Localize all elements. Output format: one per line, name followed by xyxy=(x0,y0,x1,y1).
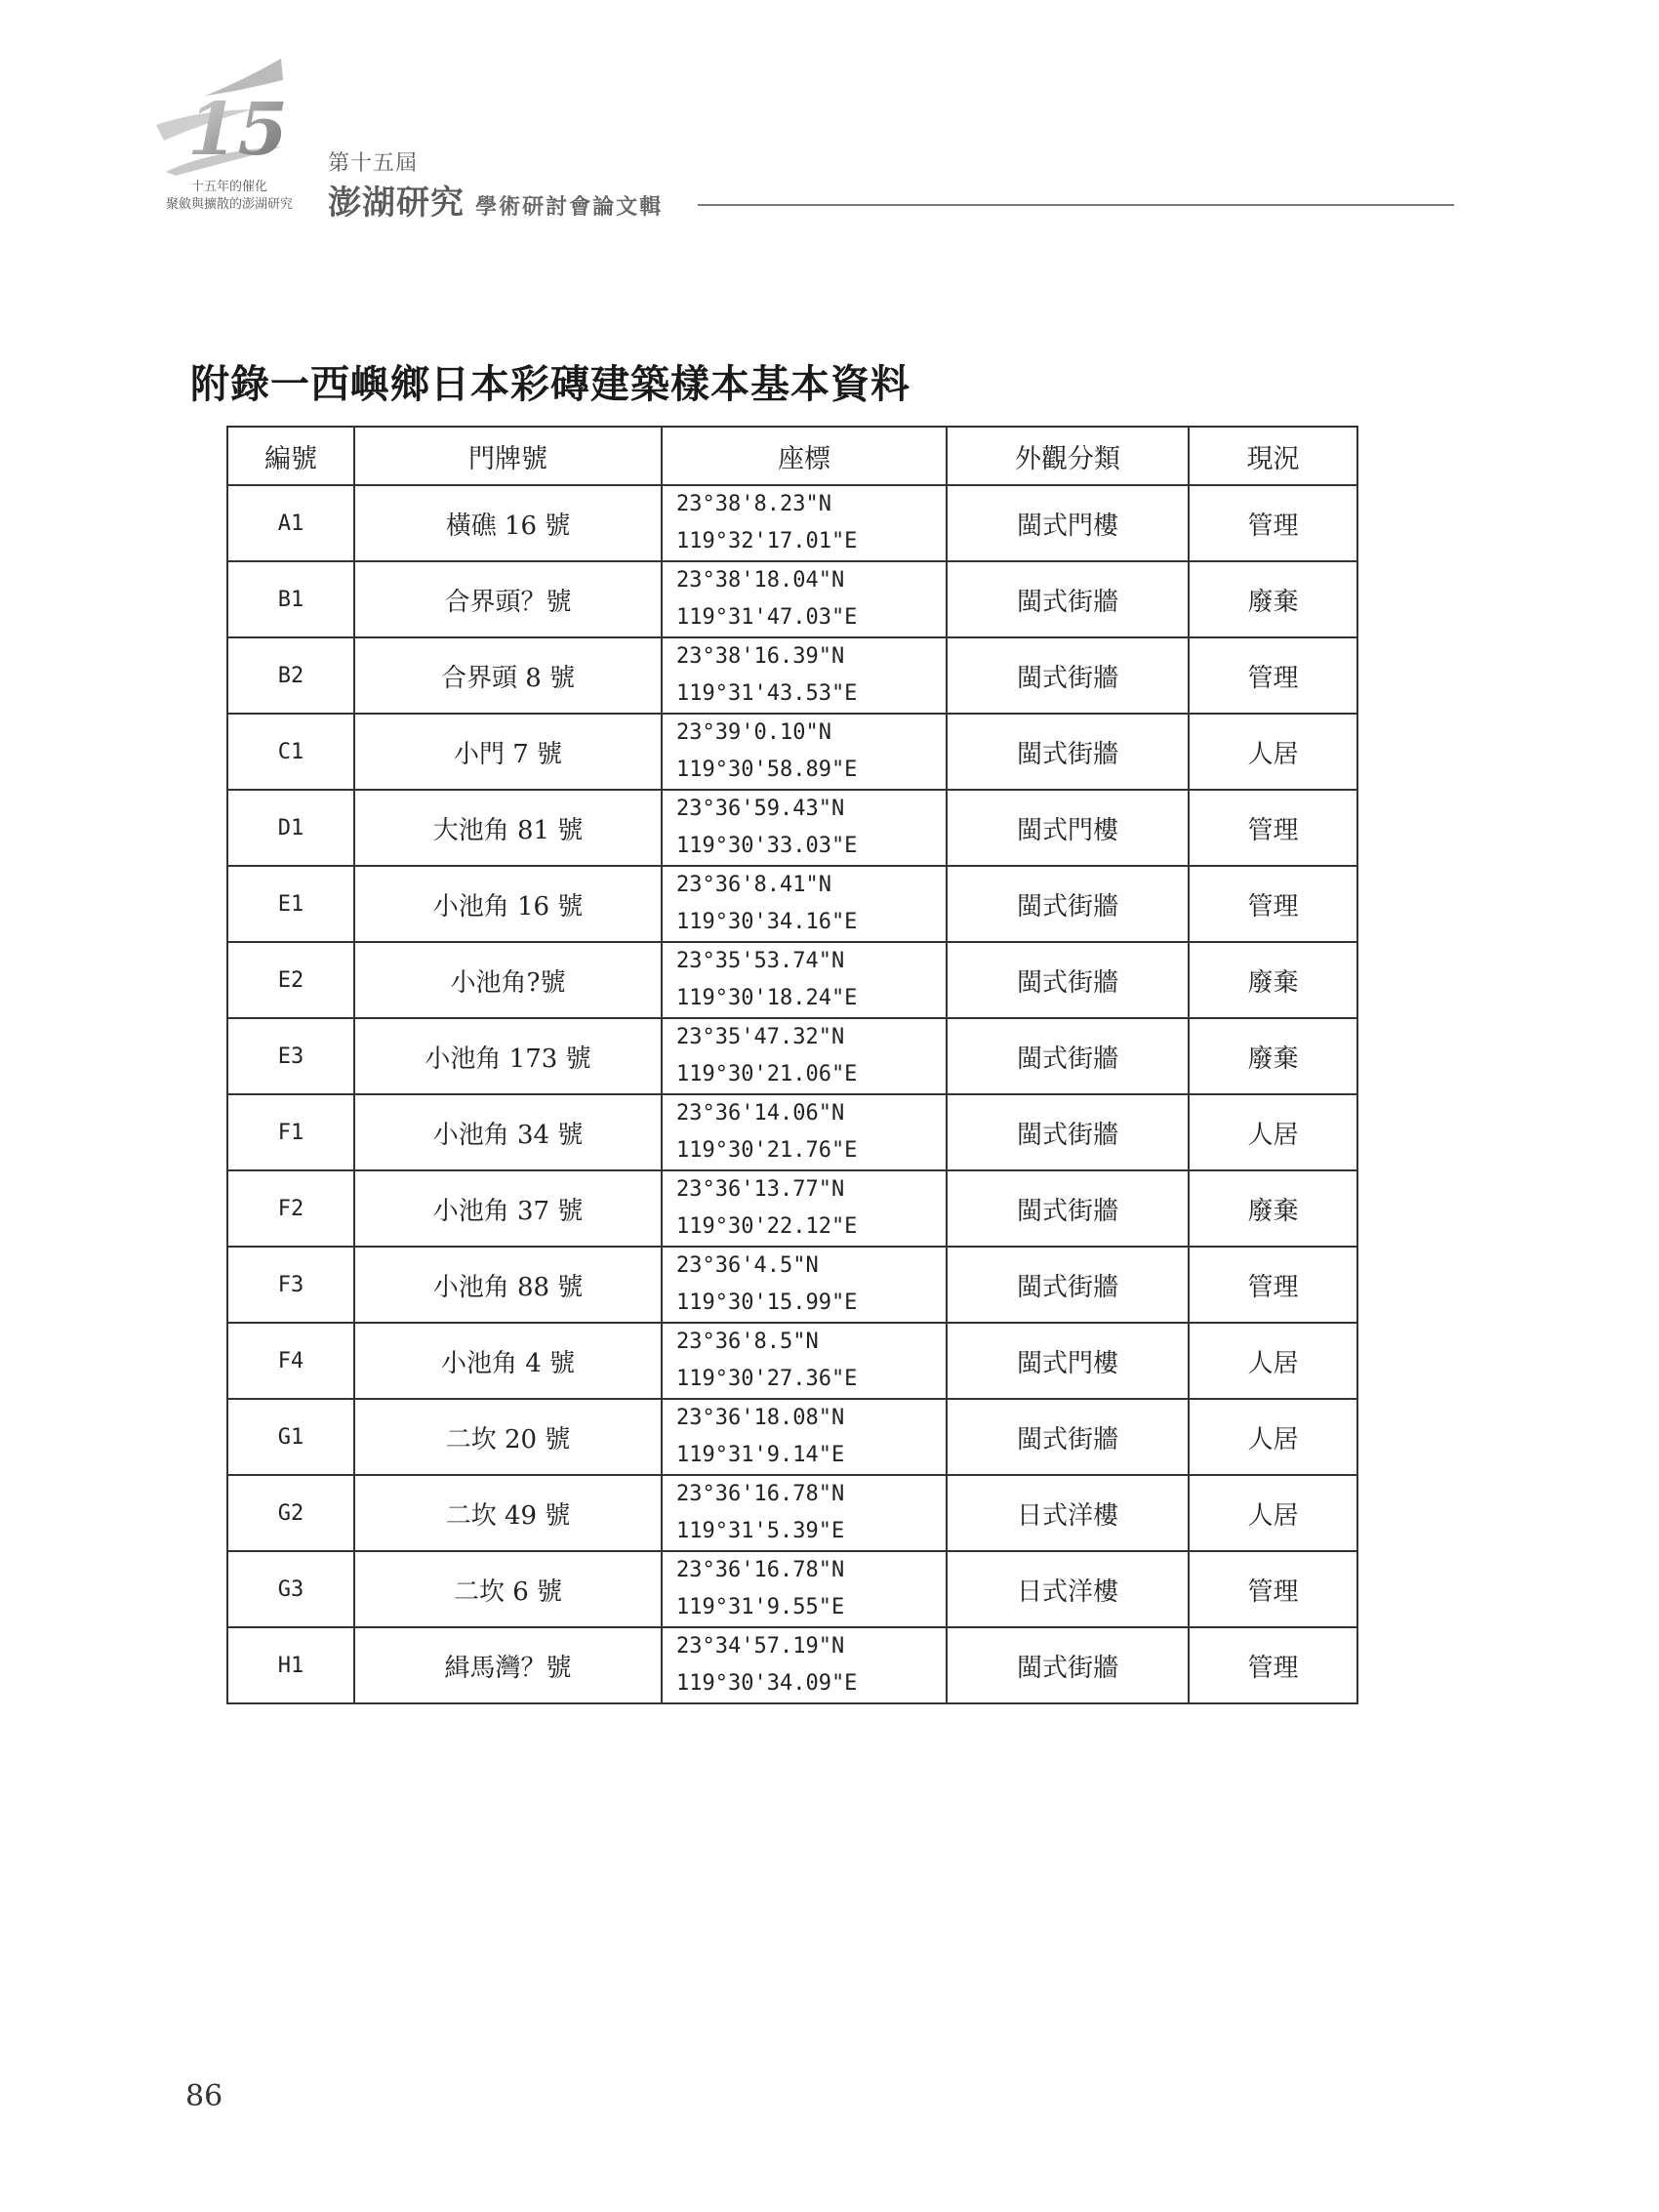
coordinate-longitude: 119°31'47.03"E xyxy=(676,605,858,630)
table-row xyxy=(227,1475,1357,1551)
coordinate-latitude: 23°38'8.23"N xyxy=(676,492,831,516)
coordinate-longitude: 119°30'34.09"E xyxy=(676,1671,858,1696)
cell-id: E3 xyxy=(227,1018,354,1094)
svg-text:15: 15 xyxy=(187,88,288,172)
cell-id: F2 xyxy=(227,1170,354,1247)
coordinate-latitude: 23°36'14.06"N xyxy=(676,1101,845,1126)
cell-coordinates xyxy=(662,714,947,790)
table-header-row xyxy=(227,427,1357,485)
table-row xyxy=(227,942,1357,1018)
page-number: 86 xyxy=(185,2079,223,2113)
conference-logo xyxy=(137,57,322,179)
cell-appearance-type: 日式洋樓 xyxy=(947,1551,1189,1627)
cell-status: 管理 xyxy=(1189,790,1357,866)
coordinate-latitude: 23°38'16.39"N xyxy=(676,644,845,669)
cell-id: B1 xyxy=(227,561,354,637)
coordinate-longitude: 119°30'15.99"E xyxy=(676,1290,858,1315)
cell-coordinates xyxy=(662,790,947,866)
coordinate-latitude: 23°36'13.77"N xyxy=(676,1177,845,1202)
cell-appearance-type: 日式洋樓 xyxy=(947,1475,1189,1551)
coordinate-longitude: 119°30'34.16"E xyxy=(676,910,858,934)
cell-coordinates xyxy=(662,561,947,637)
logo-mark-15 xyxy=(137,57,322,179)
cell-address: 小池角 16 號 xyxy=(354,866,662,942)
cell-appearance-type: 閩式街牆 xyxy=(947,866,1189,942)
cell-appearance-type: 閩式街牆 xyxy=(947,561,1189,637)
cell-coordinates xyxy=(662,1551,947,1627)
coordinate-latitude: 23°36'4.5"N xyxy=(676,1253,819,1278)
coordinate-latitude: 23°36'16.78"N xyxy=(676,1482,845,1506)
table-row xyxy=(227,561,1357,637)
column-header-appearance-type: 外觀分類 xyxy=(947,427,1189,485)
cell-appearance-type: 閩式街牆 xyxy=(947,1094,1189,1170)
cell-address: 橫礁 16 號 xyxy=(354,485,662,561)
series-title-main: 澎湖研究 xyxy=(328,184,465,223)
cell-address: 小池角?號 xyxy=(354,942,662,1018)
page-header xyxy=(137,57,1464,223)
table-row xyxy=(227,790,1357,866)
cell-appearance-type: 閩式街牆 xyxy=(947,1399,1189,1475)
cell-id: G2 xyxy=(227,1475,354,1551)
cell-address: 小池角 4 號 xyxy=(354,1323,662,1399)
coordinate-latitude: 23°35'53.74"N xyxy=(676,949,845,973)
sample-data-table xyxy=(226,426,1358,1704)
coordinate-longitude: 119°30'27.36"E xyxy=(676,1367,858,1391)
cell-status: 廢棄 xyxy=(1189,1170,1357,1247)
cell-appearance-type: 閩式街牆 xyxy=(947,1627,1189,1703)
cell-coordinates xyxy=(662,866,947,942)
cell-status: 人居 xyxy=(1189,1323,1357,1399)
cell-coordinates xyxy=(662,1475,947,1551)
cell-coordinates xyxy=(662,1627,947,1703)
cell-coordinates xyxy=(662,1399,947,1475)
cell-address: 二坎 6 號 xyxy=(354,1551,662,1627)
coordinate-longitude: 119°32'17.01"E xyxy=(676,529,858,553)
cell-address: 二坎 20 號 xyxy=(354,1399,662,1475)
coordinate-latitude: 23°34'57.19"N xyxy=(676,1634,845,1659)
coordinate-latitude: 23°38'18.04"N xyxy=(676,568,845,593)
cell-address: 合界頭？號 xyxy=(354,561,662,637)
cell-address: 小池角 173 號 xyxy=(354,1018,662,1094)
coordinate-longitude: 119°30'18.24"E xyxy=(676,986,858,1010)
cell-id: E2 xyxy=(227,942,354,1018)
table-row xyxy=(227,485,1357,561)
table-row xyxy=(227,1323,1357,1399)
cell-status: 廢棄 xyxy=(1189,1018,1357,1094)
coordinate-longitude: 119°30'22.12"E xyxy=(676,1214,858,1239)
table-row xyxy=(227,637,1357,714)
cell-appearance-type: 閩式街牆 xyxy=(947,1170,1189,1247)
coordinate-latitude: 23°35'47.32"N xyxy=(676,1025,845,1049)
coordinate-latitude: 23°36'8.5"N xyxy=(676,1330,819,1354)
cell-address: 小池角 37 號 xyxy=(354,1170,662,1247)
cell-status: 人居 xyxy=(1189,714,1357,790)
cell-address: 二坎 49 號 xyxy=(354,1475,662,1551)
coordinate-latitude: 23°36'59.43"N xyxy=(676,797,845,821)
cell-id: C1 xyxy=(227,714,354,790)
cell-id: F4 xyxy=(227,1323,354,1399)
table-row xyxy=(227,1247,1357,1323)
cell-coordinates xyxy=(662,485,947,561)
cell-id: G1 xyxy=(227,1399,354,1475)
edition-label: 第十五屆 xyxy=(328,151,419,176)
cell-appearance-type: 閩式街牆 xyxy=(947,637,1189,714)
cell-id: E1 xyxy=(227,866,354,942)
cell-status: 管理 xyxy=(1189,637,1357,714)
column-header-status: 現況 xyxy=(1189,427,1357,485)
cell-status: 管理 xyxy=(1189,485,1357,561)
cell-appearance-type: 閩式街牆 xyxy=(947,942,1189,1018)
cell-coordinates xyxy=(662,1323,947,1399)
cell-appearance-type: 閩式門樓 xyxy=(947,485,1189,561)
column-header-id: 編號 xyxy=(227,427,354,485)
cell-status: 人居 xyxy=(1189,1094,1357,1170)
coordinate-longitude: 119°31'9.14"E xyxy=(676,1443,845,1467)
cell-appearance-type: 閩式街牆 xyxy=(947,714,1189,790)
cell-appearance-type: 閩式街牆 xyxy=(947,1247,1189,1323)
coordinate-latitude: 23°36'16.78"N xyxy=(676,1558,845,1582)
cell-address: 緝馬灣？號 xyxy=(354,1627,662,1703)
cell-coordinates xyxy=(662,1247,947,1323)
series-title-sub: 學術研討會論文輯 xyxy=(475,194,664,220)
cell-id: A1 xyxy=(227,485,354,561)
table-row xyxy=(227,1551,1357,1627)
logo-subtitle-2: 聚斂與擴散的澎湖研究 xyxy=(165,197,293,212)
cell-status: 人居 xyxy=(1189,1399,1357,1475)
cell-address: 小池角 88 號 xyxy=(354,1247,662,1323)
logo-subtitle-1: 十五年的催化 xyxy=(190,180,267,194)
cell-address: 小門 7 號 xyxy=(354,714,662,790)
cell-status: 廢棄 xyxy=(1189,561,1357,637)
cell-coordinates xyxy=(662,637,947,714)
cell-id: D1 xyxy=(227,790,354,866)
table-row xyxy=(227,866,1357,942)
coordinate-longitude: 119°31'9.55"E xyxy=(676,1595,845,1619)
coordinate-longitude: 119°30'21.76"E xyxy=(676,1138,858,1163)
cell-coordinates xyxy=(662,942,947,1018)
coordinate-longitude: 119°30'21.06"E xyxy=(676,1062,858,1086)
cell-status: 管理 xyxy=(1189,866,1357,942)
cell-coordinates xyxy=(662,1018,947,1094)
coordinate-longitude: 119°31'43.53"E xyxy=(676,681,858,706)
appendix-title: 附錄一西嶼鄉日本彩磚建築樣本基本資料 xyxy=(190,361,910,407)
cell-status: 管理 xyxy=(1189,1247,1357,1323)
table-row xyxy=(227,1170,1357,1247)
cell-coordinates xyxy=(662,1094,947,1170)
cell-status: 管理 xyxy=(1189,1627,1357,1703)
cell-appearance-type: 閩式門樓 xyxy=(947,790,1189,866)
coordinate-latitude: 23°36'18.08"N xyxy=(676,1406,845,1430)
coordinate-longitude: 119°30'33.03"E xyxy=(676,834,858,858)
cell-id: F1 xyxy=(227,1094,354,1170)
table-row xyxy=(227,714,1357,790)
header-divider xyxy=(698,204,1454,206)
coordinate-latitude: 23°39'0.10"N xyxy=(676,720,831,745)
cell-address: 大池角 81 號 xyxy=(354,790,662,866)
cell-status: 人居 xyxy=(1189,1475,1357,1551)
table-row xyxy=(227,1094,1357,1170)
cell-id: F3 xyxy=(227,1247,354,1323)
cell-id: B2 xyxy=(227,637,354,714)
table-row xyxy=(227,1627,1357,1703)
coordinate-latitude: 23°36'8.41"N xyxy=(676,873,831,897)
cell-address: 小池角 34 號 xyxy=(354,1094,662,1170)
cell-status: 管理 xyxy=(1189,1551,1357,1627)
table-row xyxy=(227,1399,1357,1475)
cell-appearance-type: 閩式門樓 xyxy=(947,1323,1189,1399)
coordinate-longitude: 119°30'58.89"E xyxy=(676,758,858,782)
cell-address: 合界頭 8 號 xyxy=(354,637,662,714)
table-body xyxy=(227,485,1357,1703)
table-row xyxy=(227,1018,1357,1094)
coordinate-longitude: 119°31'5.39"E xyxy=(676,1519,845,1543)
cell-appearance-type: 閩式街牆 xyxy=(947,1018,1189,1094)
cell-id: G3 xyxy=(227,1551,354,1627)
series-title xyxy=(328,176,663,224)
column-header-address: 門牌號 xyxy=(354,427,662,485)
cell-status: 廢棄 xyxy=(1189,942,1357,1018)
cell-coordinates xyxy=(662,1170,947,1247)
column-header-coordinates: 座標 xyxy=(662,427,947,485)
cell-id: H1 xyxy=(227,1627,354,1703)
